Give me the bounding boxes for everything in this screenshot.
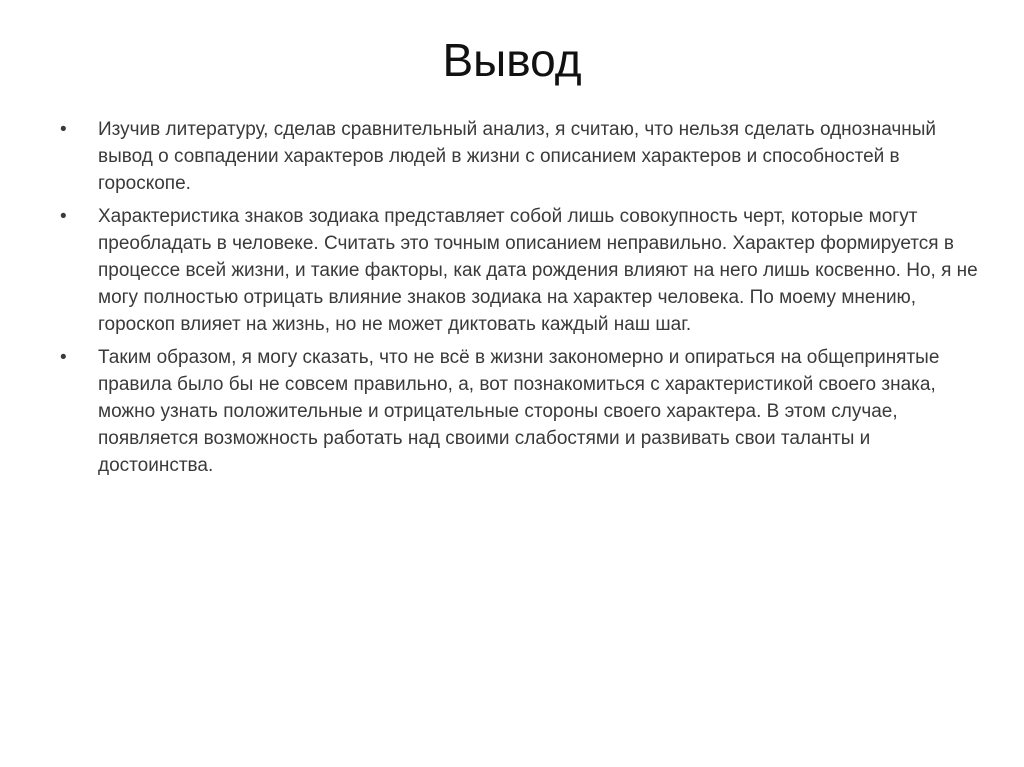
bullet-list: [58, 116, 978, 485]
bullet-icon: •: [60, 119, 67, 140]
bullet-item-2: [58, 203, 978, 338]
bullet-item-1: [58, 116, 978, 197]
bullet-icon: •: [60, 347, 67, 368]
bullet-icon: •: [60, 206, 67, 227]
bullet-text: Изучив литературу, сделав сравнительный анализ, я считаю, что нельзя сделать однозначный вывод о совпадении характеров людей в жизни с описанием характеров и способностей в гороскопе.: [98, 119, 937, 194]
bullet-text: Характеристика знаков зодиака представляет собой лишь совокупность черт, которые могут преобладать в человеке. Считать это точным описанием неправильно. Характер формируется в процессе всей жизни, и такие факторы, как дата рождения влияют на него лишь косвенно. Но, я не могу полностью отрицать влияние знаков зодиака на характер человека. По моему мнению, гороскоп влияет на жизнь, но не может диктовать каждый наш шаг.: [98, 206, 978, 335]
bullet-text: Таким образом, я могу сказать, что не всё в жизни закономерно и опираться на общепринятые правила было бы не совсем правильно, а, вот познакомиться с характеристикой своего знака, можно узнать положительные и отрицательные стороны своего характера. В этом случае, появляется возможность работать над своими слабостями и развивать свои таланты и достоинства.: [98, 347, 940, 476]
bullet-item-3: [58, 344, 978, 479]
slide-title: Вывод: [442, 34, 582, 86]
